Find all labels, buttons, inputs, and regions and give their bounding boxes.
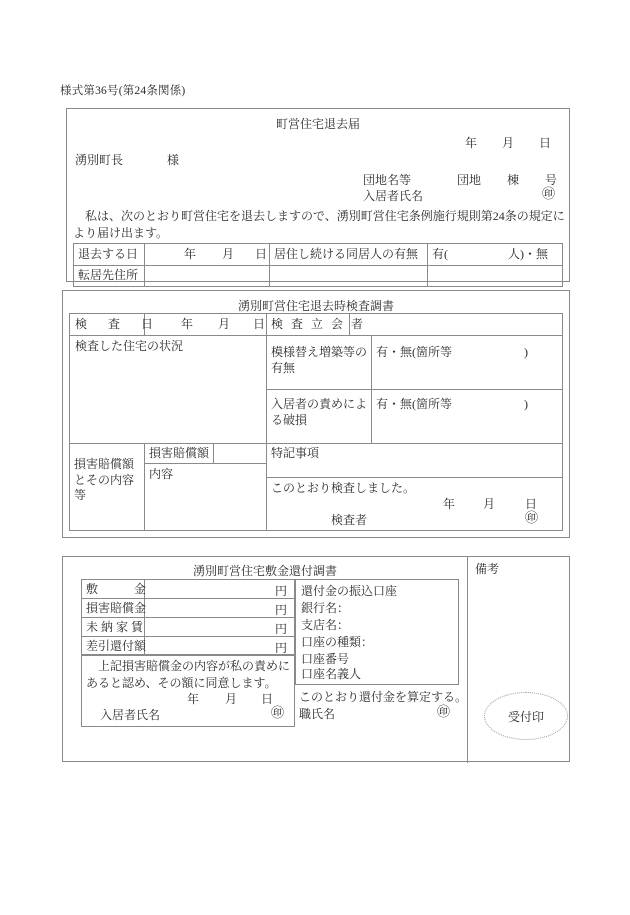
section3-amount-row2-unit: 円 xyxy=(275,622,288,636)
section1-body-text: 私は、次のとおり町営住宅を退去しますので、湧別町営住宅条例施行規則第24条の規定により届け出ます。 xyxy=(73,209,565,241)
section2-condition-label: 検査した住宅の状況 xyxy=(75,339,184,353)
section1-table-col2-divider xyxy=(269,243,270,287)
section-move-out-notice xyxy=(66,108,570,282)
section2-date-year: 年 xyxy=(181,317,194,331)
section2-witness-label: 検 査 立 会 者 xyxy=(271,317,366,331)
section1-table-col3-divider xyxy=(427,243,428,287)
section3-amount-row1-unit: 円 xyxy=(275,603,288,617)
seal-icon-resident: ㊞ xyxy=(271,705,285,720)
section2-damage-label-divider xyxy=(144,443,145,531)
section2-damage-label: 損害賠償額とその内容等 xyxy=(74,457,135,503)
section2-confirm-month: 月 xyxy=(483,497,496,511)
section2-damage-amount-divider xyxy=(144,463,266,464)
section1-date-day: 日 xyxy=(539,136,552,150)
section1-date-month: 月 xyxy=(502,136,515,150)
section1-row0-month: 月 xyxy=(222,247,235,261)
section3-amount-row0-unit: 円 xyxy=(275,584,288,598)
section1-table-col1-divider xyxy=(144,243,145,287)
section2-remarks-label: 特記事項 xyxy=(271,446,320,460)
section2-inspector-label: 検査者 xyxy=(331,513,368,527)
section3-consent-text: 上記損害賠償金の内容が私の責めにあると認め、その額に同意します。 xyxy=(86,659,291,691)
receipt-stamp-area xyxy=(484,692,568,740)
section2-confirm-text: このとおり検査しました。 xyxy=(271,481,416,495)
section3-consent-year: 年 xyxy=(187,692,200,706)
section3-notes-label: 備考 xyxy=(475,562,500,576)
seal-icon-applicant: ㊞ xyxy=(542,186,556,201)
section3-amount-row1-label: 損害賠償金 xyxy=(86,601,147,615)
section1-estate-unit-building: 棟 xyxy=(507,173,520,187)
section2-condition-answer-divider xyxy=(371,335,372,443)
section2-condition-item0-label: 模様替え増築等の有無 xyxy=(271,345,368,375)
section1-resident-name-label: 入居者氏名 xyxy=(363,189,424,203)
section1-estate-unit-number: 号 xyxy=(545,173,558,187)
section3-notes-divider xyxy=(467,557,468,763)
section1-row0-year: 年 xyxy=(184,247,197,261)
section2-title: 湧別町営住宅退去時検査調書 xyxy=(237,299,394,313)
section3-resident-name-label: 入居者氏名 xyxy=(100,708,161,722)
section3-bank-field-bank-name[interactable]: 銀行名： xyxy=(301,601,350,615)
section1-row0-day: 日 xyxy=(255,247,268,261)
section3-amount-row0-label: 敷 金 xyxy=(86,582,147,596)
section1-estate-unit-danchi: 団地 xyxy=(457,173,482,187)
section3-title: 湧別町営住宅敷金還付調書 xyxy=(192,564,337,578)
section2-damage-content-label: 内容 xyxy=(149,467,174,481)
section2-condition-item1-answer: 有・無(箇所等 ) xyxy=(376,397,528,411)
section1-estate-label: 団地名等 xyxy=(363,173,412,187)
section1-table-row-divider xyxy=(73,265,563,266)
section-inspection-report xyxy=(62,290,570,538)
section2-remarks-divider xyxy=(266,477,563,478)
section3-bank-field-branch-name[interactable]: 支店名： xyxy=(301,618,350,632)
section1-addressee-honorific: 様 xyxy=(167,153,180,167)
section3-consent-month: 月 xyxy=(225,692,238,706)
section1-row0-answer: 有( 人)・無 xyxy=(432,247,548,261)
section2-inspection-date-label: 検 査 日 xyxy=(75,317,158,331)
receipt-stamp-label: 受付印 xyxy=(507,709,544,724)
section3-amount-row-divider-2 xyxy=(81,617,295,618)
seal-icon-inspector: ㊞ xyxy=(525,510,539,525)
section3-bank-field-account-holder[interactable]: 口座名義人 xyxy=(301,667,362,681)
seal-icon-officer: ㊞ xyxy=(437,704,451,719)
section1-title: 町営住宅退去届 xyxy=(275,117,360,131)
section3-amount-row-divider-1 xyxy=(81,598,295,599)
section1-date-year: 年 xyxy=(465,136,478,150)
section2-condition-item-divider xyxy=(266,389,563,390)
section3-amount-row3-label: 差引還付額 xyxy=(86,639,147,653)
section3-consent-day: 日 xyxy=(261,692,274,706)
section2-date-day: 日 xyxy=(253,317,266,331)
section2-confirm-year: 年 xyxy=(443,497,456,511)
section2-col-main-divider xyxy=(266,313,267,531)
section3-bank-field-account-type[interactable]: 口座の種類： xyxy=(301,635,374,649)
section2-damage-amount-value-divider xyxy=(213,443,214,463)
section3-calc-text: このとおり還付金を算定する。 xyxy=(299,690,468,704)
section2-confirm-day: 日 xyxy=(525,497,538,511)
section3-officer-label: 職氏名 xyxy=(299,707,336,721)
section3-amount-row3-unit: 円 xyxy=(275,641,288,655)
section1-addressee: 湧別町長 xyxy=(75,153,124,167)
section3-bank-field-account-number[interactable]: 口座番号 xyxy=(301,652,350,666)
section2-header-divider xyxy=(69,335,563,336)
section1-row1-label: 転居先住所 xyxy=(78,268,139,282)
section3-amount-row-divider-3 xyxy=(81,636,295,637)
section3-bank-title: 還付金の振込口座 xyxy=(301,584,398,598)
section1-row0-question: 居住し続ける同居人の有無 xyxy=(274,247,419,261)
section2-condition-item0-answer: 有・無(箇所等 ) xyxy=(376,345,528,359)
section2-date-month: 月 xyxy=(218,317,231,331)
form-number: 様式第36号(第24条関係) xyxy=(60,85,186,97)
section2-damage-amount-label: 損害賠償額 xyxy=(149,446,210,460)
section3-amount-row2-label: 未 納 家 賃 xyxy=(86,620,144,634)
section2-condition-item1-label: 入居者の責めによる破損 xyxy=(271,397,368,427)
section1-row0-label: 退去する日 xyxy=(78,247,139,261)
